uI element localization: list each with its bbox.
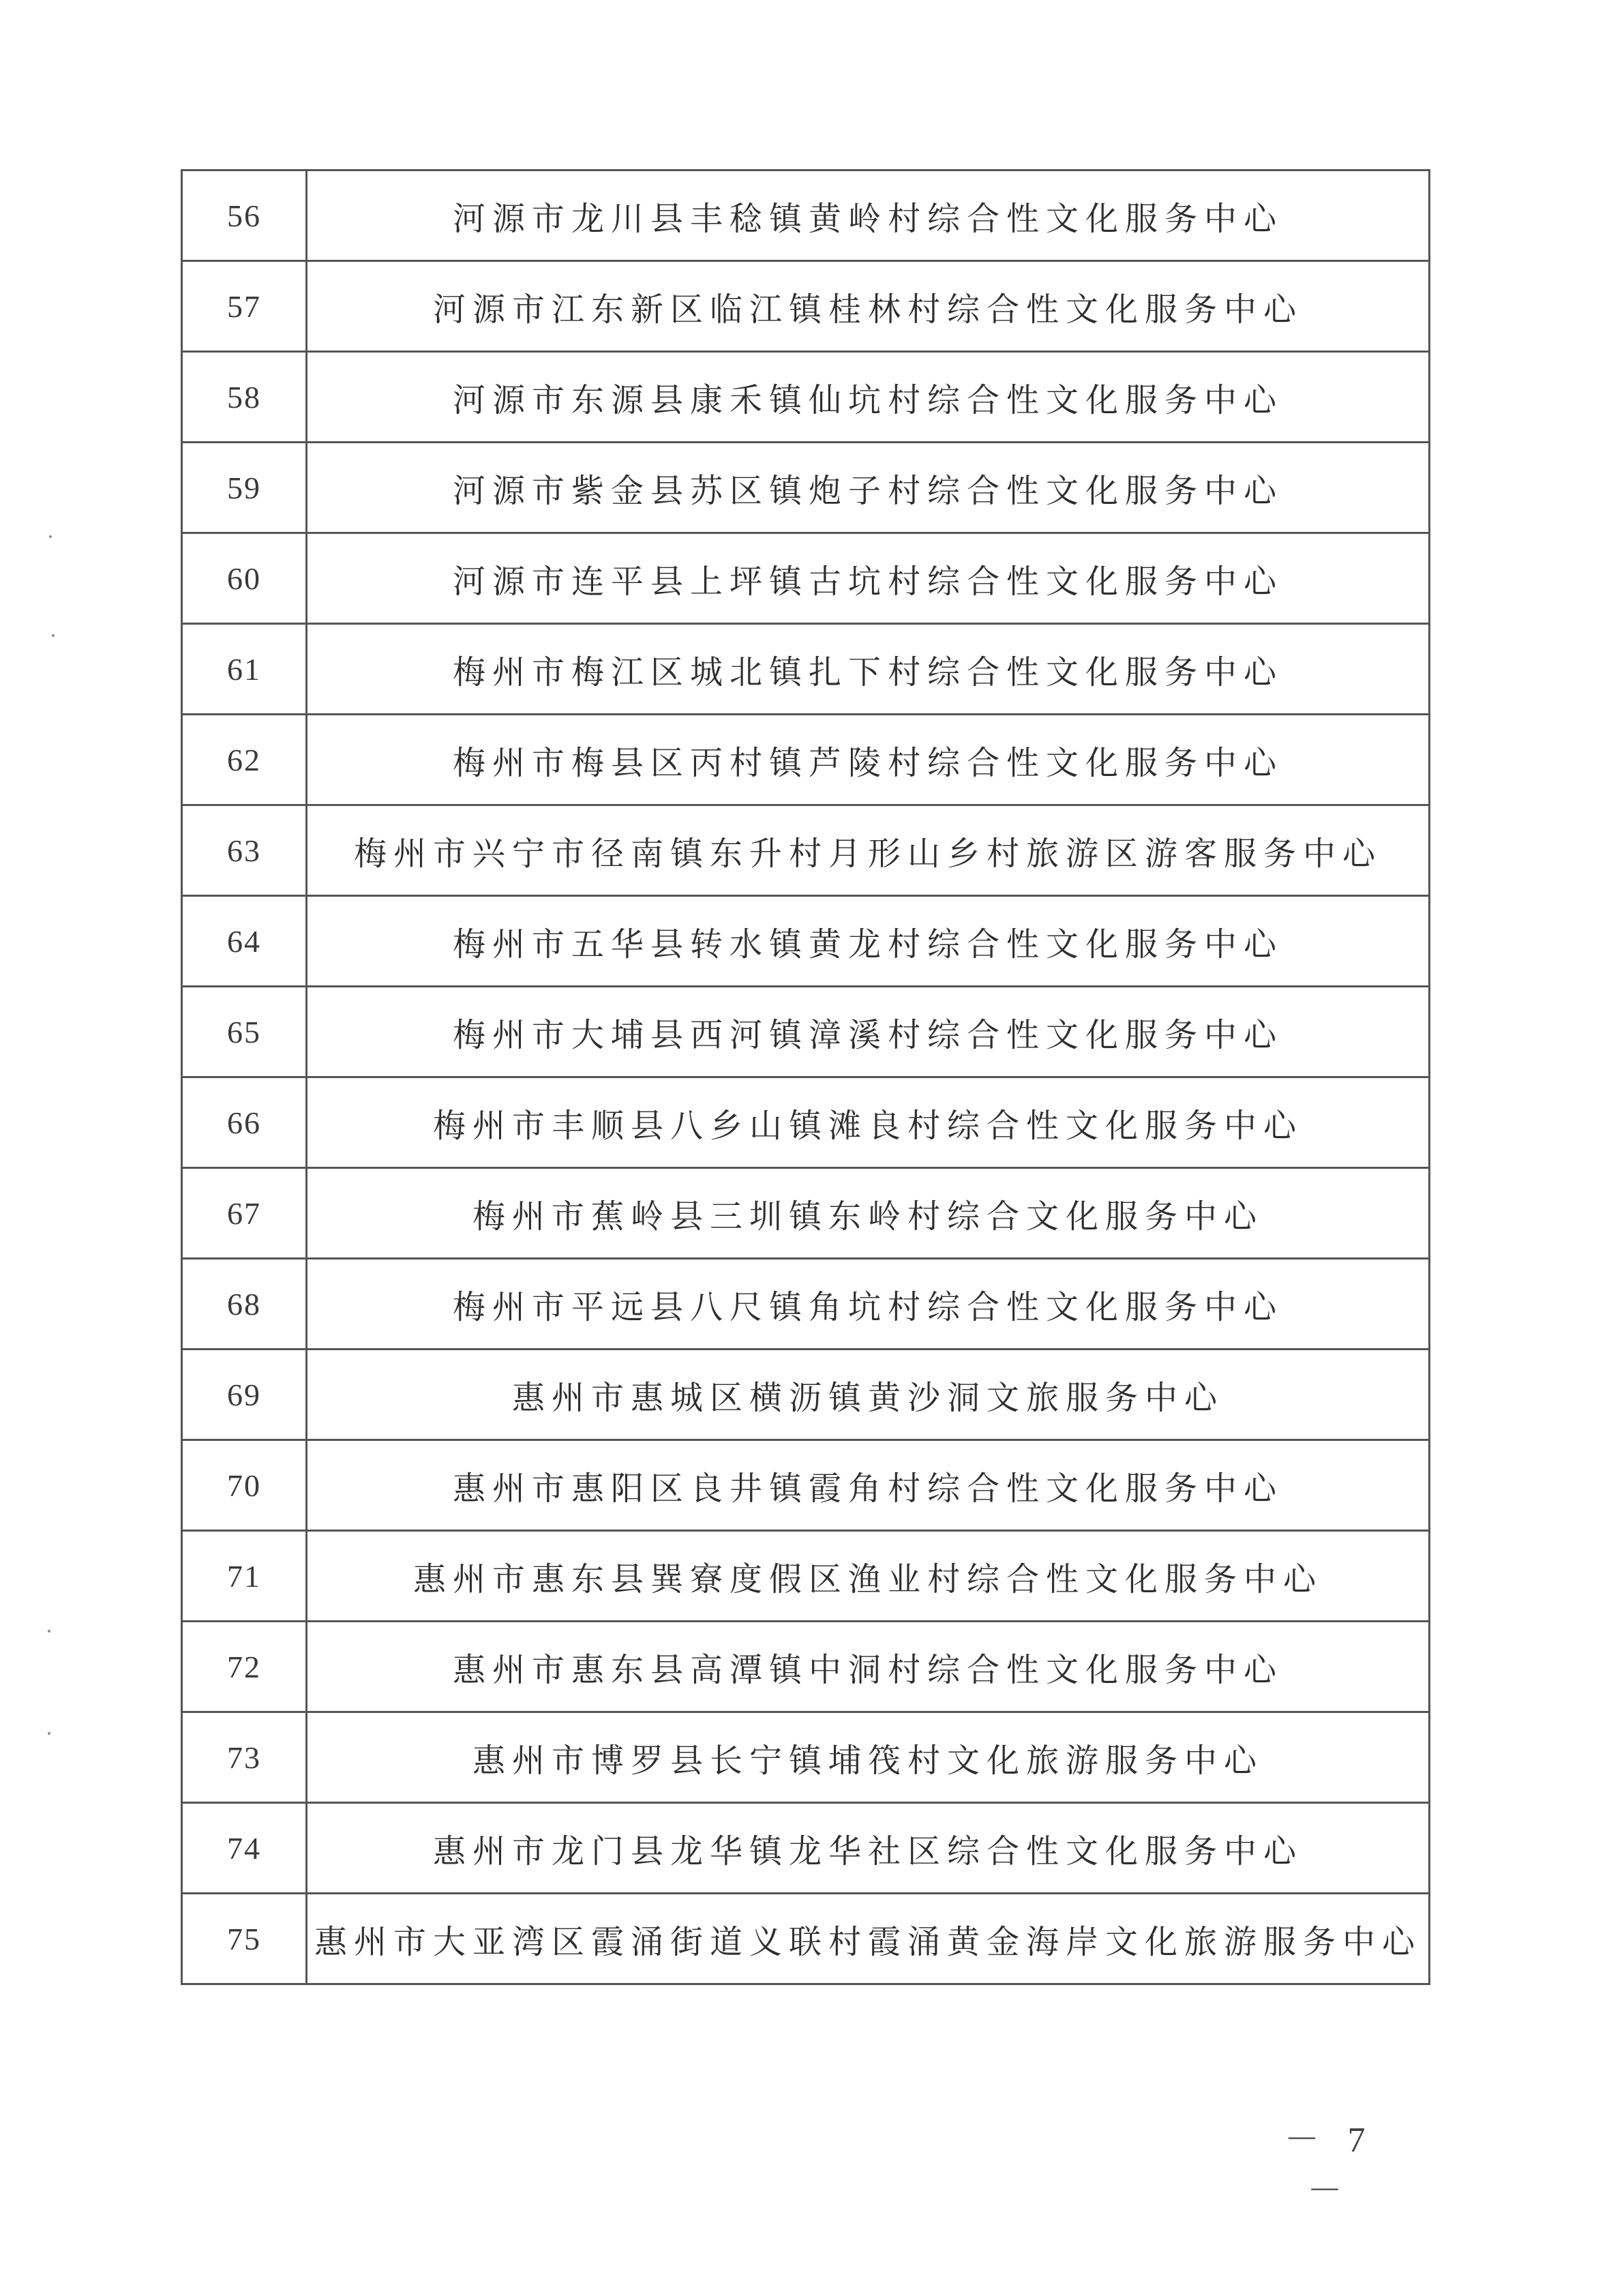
row-number: 62 <box>182 715 307 805</box>
center-name: 惠州市惠东县巽寮度假区渔业村综合性文化服务中心 <box>307 1531 1430 1622</box>
table-row <box>182 896 1430 987</box>
row-number: 64 <box>182 896 307 987</box>
table-row <box>182 1168 1430 1259</box>
row-number: 69 <box>182 1350 307 1440</box>
row-number: 74 <box>182 1803 307 1894</box>
center-name: 惠州市惠城区横沥镇黄沙洞文旅服务中心 <box>307 1350 1430 1440</box>
page-number: － 7 － <box>1284 2121 1375 2211</box>
row-number: 70 <box>182 1440 307 1531</box>
table-row <box>182 443 1430 533</box>
table-row <box>182 352 1430 443</box>
center-name: 惠州市博罗县长宁镇埔筏村文化旅游服务中心 <box>307 1712 1430 1803</box>
center-name: 河源市东源县康禾镇仙坑村综合性文化服务中心 <box>307 352 1430 443</box>
center-name: 梅州市梅江区城北镇扎下村综合性文化服务中心 <box>307 624 1430 715</box>
row-number: 71 <box>182 1531 307 1622</box>
table-row <box>182 1622 1430 1712</box>
row-number: 60 <box>182 533 307 624</box>
table-row <box>182 1803 1430 1894</box>
center-name: 梅州市丰顺县八乡山镇滩良村综合性文化服务中心 <box>307 1077 1430 1168</box>
table-row <box>182 715 1430 805</box>
table-row <box>182 624 1430 715</box>
center-name: 惠州市惠阳区良井镇霞角村综合性文化服务中心 <box>307 1440 1430 1531</box>
table-row <box>182 1440 1430 1531</box>
table-row <box>182 261 1430 352</box>
row-number: 63 <box>182 805 307 896</box>
row-number: 58 <box>182 352 307 443</box>
center-name: 惠州市龙门县龙华镇龙华社区综合性文化服务中心 <box>307 1803 1430 1894</box>
table-row <box>182 1531 1430 1622</box>
scan-speck-decoration <box>49 535 52 538</box>
center-name: 惠州市惠东县高潭镇中洞村综合性文化服务中心 <box>307 1622 1430 1712</box>
center-name: 梅州市梅县区丙村镇芦陵村综合性文化服务中心 <box>307 715 1430 805</box>
row-number: 75 <box>182 1894 307 1984</box>
row-number: 67 <box>182 1168 307 1259</box>
row-number: 73 <box>182 1712 307 1803</box>
center-name: 梅州市平远县八尺镇角坑村综合性文化服务中心 <box>307 1259 1430 1350</box>
row-number: 59 <box>182 443 307 533</box>
center-name: 河源市紫金县苏区镇炮子村综合性文化服务中心 <box>307 443 1430 533</box>
row-number: 66 <box>182 1077 307 1168</box>
row-number: 56 <box>182 170 307 261</box>
row-number: 68 <box>182 1259 307 1350</box>
table-row <box>182 1077 1430 1168</box>
row-number: 72 <box>182 1622 307 1712</box>
center-name: 梅州市兴宁市径南镇东升村月形山乡村旅游区游客服务中心 <box>307 805 1430 896</box>
service-center-list-table <box>181 169 1430 1985</box>
table-row <box>182 170 1430 261</box>
table-row <box>182 987 1430 1077</box>
scan-speck-decoration <box>48 1732 50 1735</box>
table-row <box>182 1350 1430 1440</box>
center-name: 河源市龙川县丰稔镇黄岭村综合性文化服务中心 <box>307 170 1430 261</box>
table-row <box>182 1712 1430 1803</box>
center-name: 梅州市蕉岭县三圳镇东岭村综合文化服务中心 <box>307 1168 1430 1259</box>
row-number: 57 <box>182 261 307 352</box>
table-row <box>182 805 1430 896</box>
row-number: 61 <box>182 624 307 715</box>
center-name: 河源市连平县上坪镇古坑村综合性文化服务中心 <box>307 533 1430 624</box>
row-number: 65 <box>182 987 307 1077</box>
table-row <box>182 1894 1430 1984</box>
center-name: 河源市江东新区临江镇桂林村综合性文化服务中心 <box>307 261 1430 352</box>
center-name: 梅州市大埔县西河镇漳溪村综合性文化服务中心 <box>307 987 1430 1077</box>
center-name: 梅州市五华县转水镇黄龙村综合性文化服务中心 <box>307 896 1430 987</box>
table-row <box>182 1259 1430 1350</box>
table-row <box>182 533 1430 624</box>
center-name: 惠州市大亚湾区霞涌街道义联村霞涌黄金海岸文化旅游服务中心 <box>307 1894 1430 1984</box>
scan-speck-decoration <box>48 1630 50 1632</box>
scan-speck-decoration <box>52 634 55 637</box>
